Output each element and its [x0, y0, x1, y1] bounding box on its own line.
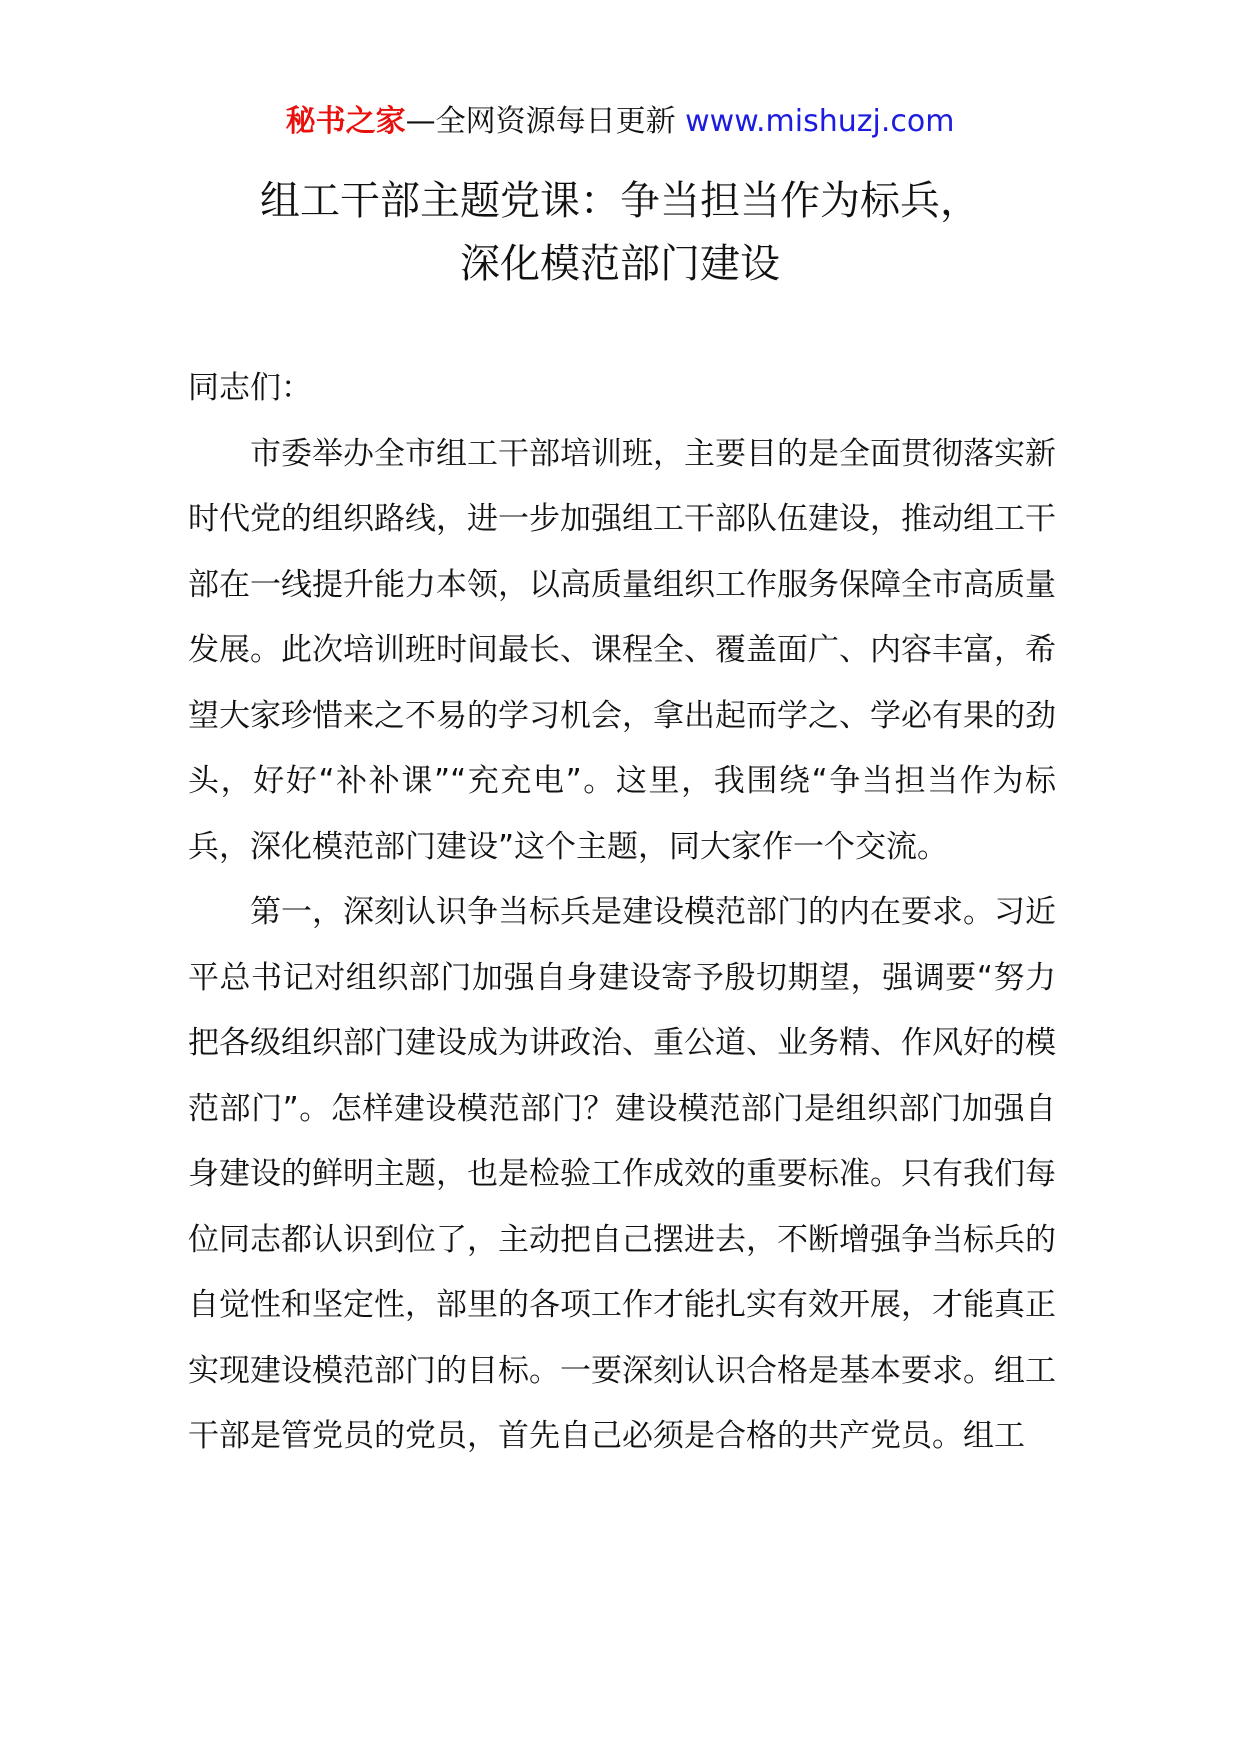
brand-name: 秘书之家	[285, 104, 406, 139]
salutation: 同志们：	[188, 370, 312, 406]
site-url-link[interactable]: www.mishuzj.com	[685, 104, 955, 139]
site-slogan: —全网资源每日更新	[405, 104, 686, 139]
title-line-1: 组工干部主题党课：争当担当作为标兵，	[260, 178, 980, 224]
document-body	[188, 356, 1056, 1470]
paragraph-first-point: 第一，深刻认识争当标兵是建设模范部门的内在要求。习近平总书记对组织部门加强自身建设寄予殷切期望，强调要“努力把各级组织部门建设成为讲政治、重公道、业务精、作风好的模范部门”。怎样建设模范部门？建设模范部门是组织部门加强自身建设的鲜明主题，也是检验工作成效的重要标准。只有我们每位同志都认识到位了，主动把自己摆进去，不断增强争当标兵的自觉性和坚定性，部里的各项工作才能扎实有效开展，才能真正实现建设模范部门的目标。一要深刻认识合格是基本要求。组工干部是管党员的党员，首先自己必须是合格的共产党员。组工	[188, 894, 1056, 1454]
title-line-2: 深化模范部门建设	[460, 241, 780, 287]
paragraph-intro: 市委举办全市组工干部培训班，主要目的是全面贯彻落实新时代党的组织路线，进一步加强组工干部队伍建设，推动组工干部在一线提升能力本领，以高质量组织工作服务保障全市高质量发展。此次培训班时间最长、课程全、覆盖面广、内容丰富，希望大家珍惜来之不易的学习机会，拿出起而学之、学必有果的劲头，好好“补补课”“充充电”。这里，我围绕“争当担当作为标兵，深化模范部门建设”这个主题，同大家作一个交流。	[188, 435, 1056, 865]
site-header	[0, 100, 1240, 144]
document-title	[0, 170, 1240, 296]
